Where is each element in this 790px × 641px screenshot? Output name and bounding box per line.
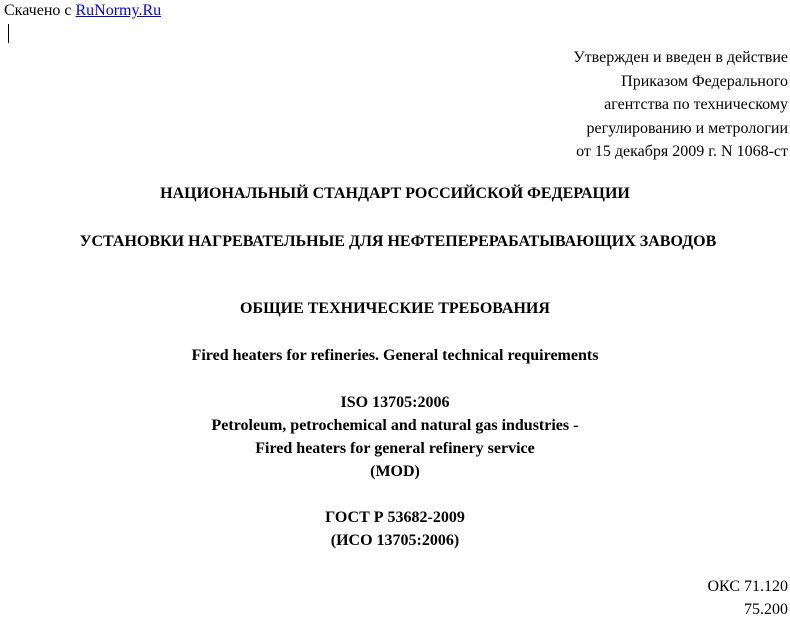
standard-title-en: Fired heaters for refineries. General technical requirements (191, 347, 599, 364)
gost-block (0, 506, 790, 552)
gost-iso-equivalent: (ИСО 13705:2006) (330, 532, 460, 549)
runormy-link[interactable]: RuNormy.Ru (75, 2, 162, 19)
oks-line-1: ОКС 71.120 (707, 578, 788, 595)
download-prefix: Скачено с (4, 2, 76, 19)
standard-title-text: УСТАНОВКИ НАГРЕВАТЕЛЬНЫЕ ДЛЯ НЕФТЕПЕРЕРАБАТЫВАЮЩИХ ЗАВОДОВ (79, 233, 717, 250)
oks-classification (708, 575, 789, 621)
national-standard-heading: НАЦИОНАЛЬНЫЙ СТАНДАРТ РОССИЙСКОЙ ФЕДЕРАЦИИ (160, 185, 630, 202)
approval-block (573, 46, 788, 164)
text-cursor (8, 24, 9, 43)
download-source-line (4, 1, 161, 21)
gost-number: ГОСТ Р 53682-2009 (325, 509, 465, 526)
approval-line-4: регулированию и метрологии (586, 119, 788, 137)
oks-line-2: 75.200 (744, 601, 788, 618)
standard-subtitle-ru: ОБЩИЕ ТЕХНИЧЕСКИЕ ТРЕБОВАНИЯ (240, 300, 550, 317)
iso-number: ISO 13705:2006 (340, 394, 450, 411)
iso-title-line-2: Fired heaters for general refinery service (255, 440, 535, 457)
approval-line-5: от 15 декабря 2009 г. N 1068-ст (576, 143, 788, 160)
approval-line-2: Приказом Федерального (621, 72, 788, 90)
approval-line-1: Утвержден и введен в действие (573, 49, 788, 66)
iso-title-line-1: Petroleum, petrochemical and natural gas industries - (211, 417, 579, 434)
iso-reference-block (0, 391, 790, 483)
approval-line-3: агентства по техническому (604, 96, 788, 113)
iso-modification: (MOD) (370, 463, 420, 480)
standard-title-ru (40, 230, 756, 253)
